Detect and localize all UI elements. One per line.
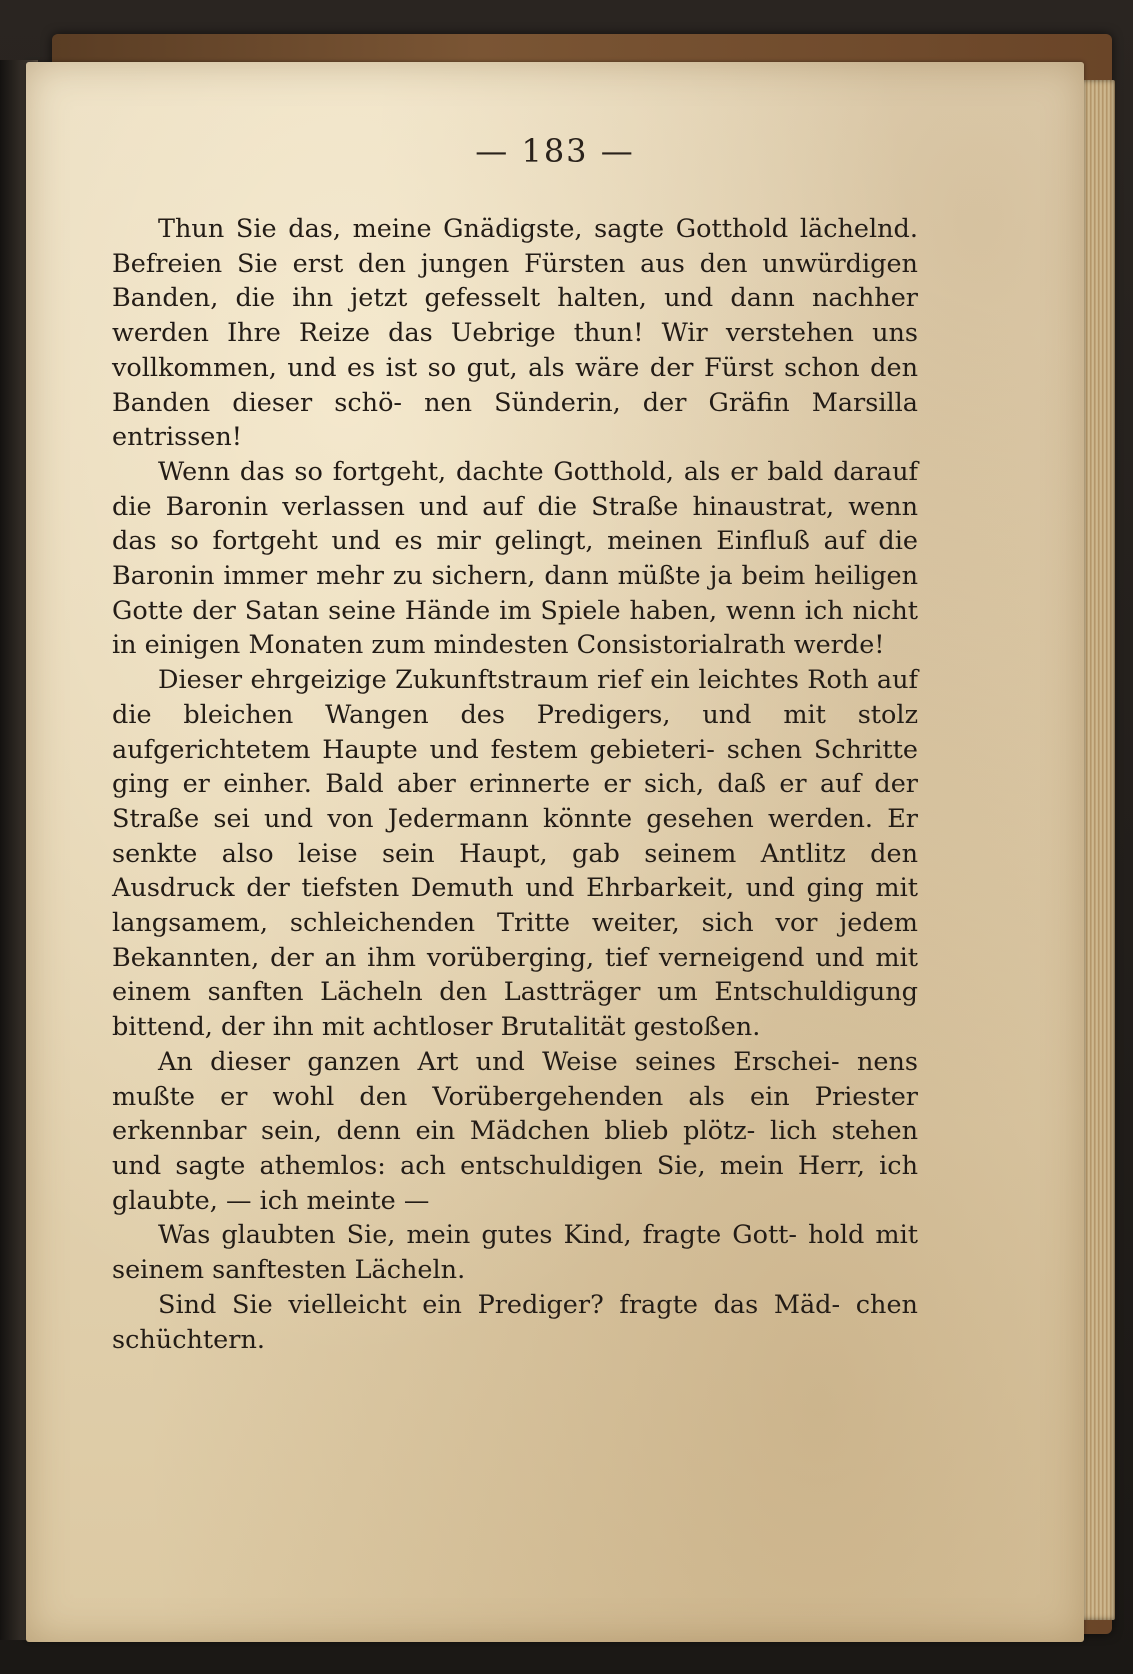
paragraph-2: Wenn das so fortgeht, dachte Gotthold, als er bald darauf die Baronin verlassen und auf die Straße hinaustrat, wenn das so fortgeht und es mir gelingt, meinen Einfluß auf die Baronin immer mehr zu sichern, dann müßte ja beim heiligen Gotte der Satan seine Hände im Spiele haben, wenn ich nicht in einigen Monaten zum mindesten Consistorialrath werde!	[112, 456, 918, 661]
paragraph-4: An dieser ganzen Art und Weise seines Erschei- nens mußte er wohl den Vorübergehenden als ein Priester erkennbar sein, denn ein Mädchen blieb plötz- lich stehen und sagte athemlos: ach entschuldigen Sie, mein Herr, ich glaubte, — ich meinte —	[112, 1046, 918, 1216]
paragraph-3: Dieser ehrgeizige Zukunftstraum rief ein leichtes Roth auf die bleichen Wangen des Predigers, und mit stolz aufgerichtetem Haupte und festem gebieteri- schen Schritte ging er einher. Bald aber erinnerte er sich, daß er auf der Straße sei und von Jedermann könnte gesehen werden. Er senkte also leise sein Haupt, gab seinem Antlitz den Ausdruck der tiefsten Demuth und Ehrbarkeit, und ging mit langsamem, schleichenden Tritte weiter, sich vor jedem Bekannten, der an ihm vorüberging, tief verneigend und mit einem sanften Lächeln den Lastträger um Entschuldigung bittend, der ihn mit achtloser Brutalität gestoßen.	[112, 665, 918, 1043]
body-text	[112, 212, 918, 1357]
paragraph-1: Thun Sie das, meine Gnädigste, sagte Gotthold lächelnd. Befreien Sie erst den jungen Fürsten aus den unwürdigen Banden, die ihn jetzt gefesselt halten, und dann nachher werden Ihre Reize das Uebrige thun! Wir verstehen uns vollkommen, und es ist so gut, als wäre der Fürst schon den Banden dieser schö- nen Sünderin, der Gräfin Marsilla entrissen!	[112, 214, 918, 453]
paragraph-6: Sind Sie vielleicht ein Prediger? fragte das Mäd- chen schüchtern.	[112, 1289, 918, 1355]
book-page	[26, 62, 1084, 1642]
page-number: — 183 —	[475, 132, 635, 170]
paragraph-5: Was glaubten Sie, mein gutes Kind, fragte Gott- hold mit seinem sanftesten Lächeln.	[112, 1220, 918, 1286]
